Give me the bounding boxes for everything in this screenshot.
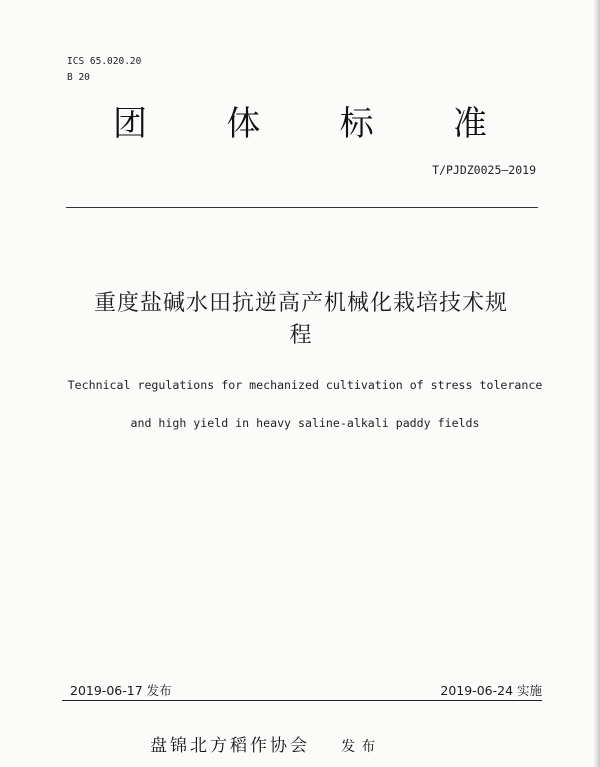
standard-type-char: 团 bbox=[113, 104, 147, 144]
implement-date: 2019-06-24 实施 bbox=[440, 683, 542, 698]
footer-divider bbox=[62, 700, 542, 701]
title-en-line-1: Technical regulations for mechanized cultivation of stress tolerance bbox=[67, 378, 543, 392]
standard-type-char: 体 bbox=[226, 104, 261, 144]
title-en-line-2: and high yield in heavy saline-alkali paddy fields bbox=[130, 416, 480, 430]
publisher-name: 盘锦北方稻作协会 bbox=[150, 736, 310, 756]
header-divider bbox=[66, 207, 538, 208]
publish-label: 发布 bbox=[341, 739, 382, 755]
date-row bbox=[62, 681, 542, 697]
page-edge-shadow bbox=[594, 0, 600, 767]
title-zh-line-2: 程 bbox=[289, 323, 313, 348]
standard-type-heading bbox=[100, 96, 500, 145]
standard-number: T/PJDZ0025—2019 bbox=[432, 163, 536, 177]
classification-codes bbox=[67, 54, 141, 86]
ics-code: ICS 65.020.20 bbox=[67, 56, 142, 67]
standard-type-char: 标 bbox=[339, 104, 374, 144]
publisher-row bbox=[150, 731, 450, 756]
ccs-code: B 20 bbox=[67, 72, 90, 83]
document-title-zh bbox=[60, 288, 542, 352]
title-zh-line-1: 重度盐碱水田抗逆高产机械化栽培技术规 bbox=[93, 291, 508, 316]
issue-date: 2019-06-17 发布 bbox=[70, 683, 172, 698]
standard-type-char: 准 bbox=[452, 104, 487, 144]
